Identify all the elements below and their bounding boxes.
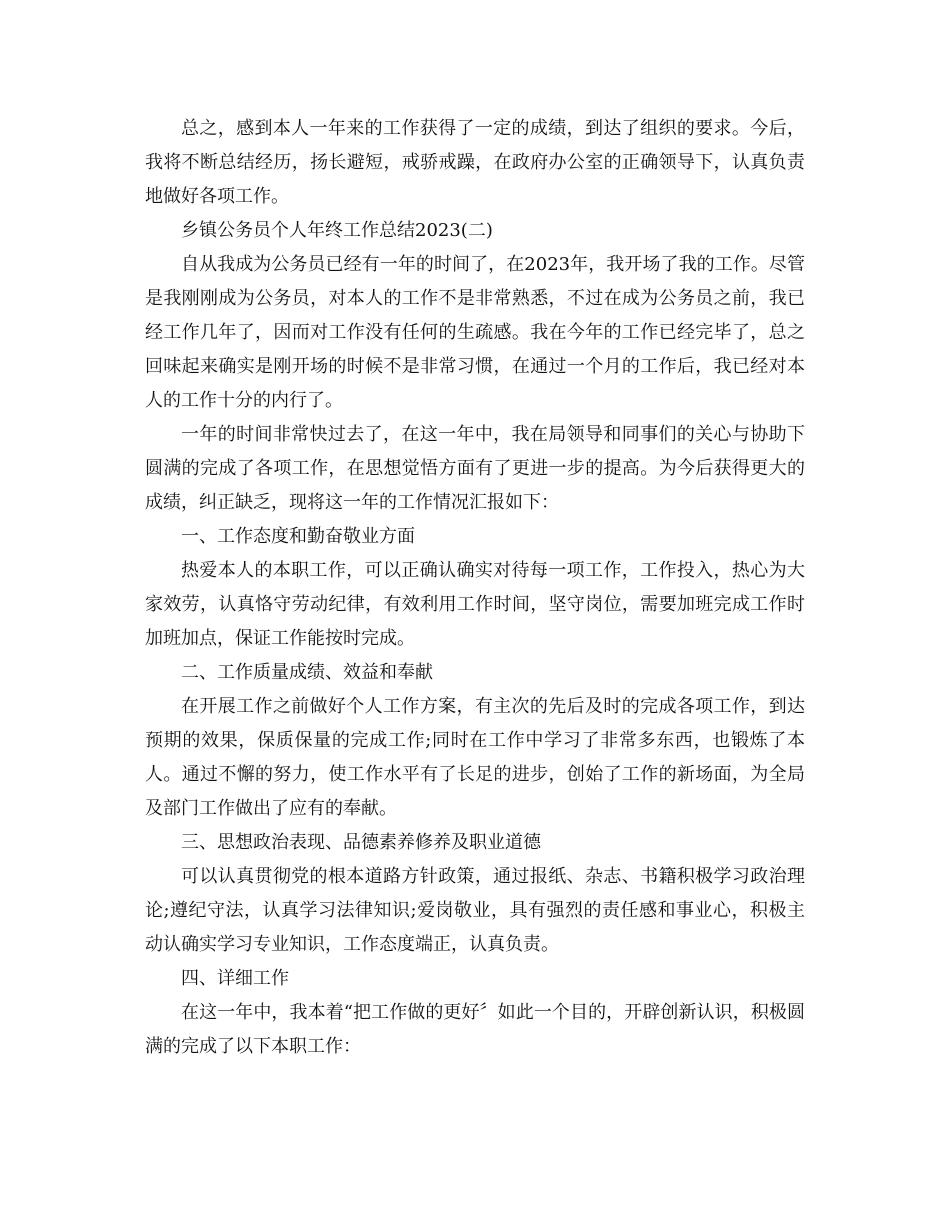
heading-detailed-work: 四、详细工作 (181, 968, 289, 989)
paragraph-intro: 自从我成为公务员已经有一年的时间了，在2023年，我开场了我的工作。尽管是我刚刚成为公务员，对本人的工作不是非常熟悉，不过在成为公务员之前，我已经工作几年了，因而对工作没有任何的生疏感。我在今年的工作已经完毕了，总之回味起来确实是刚开场的时候不是非常习惯，在通过一个月的工作后，我已经对本人的工作十分的内行了。 (145, 254, 805, 411)
heading-quality: 二、工作质量成绩、效益和奉献 (181, 662, 433, 683)
paragraph-attitude: 热爱本人的本职工作，可以正确认确实对待每一项工作，工作投入，热心为大家效劳，认真恪守劳动纪律，有效利用工作时间，坚守岗位，需要加班完成工作时加班加点，保证工作能按时完成。 (145, 560, 805, 649)
paragraph-detailed-work: 在这一年中，我本着“把工作做的更好〞如此一个目的，开辟创新认识，积极圆满的完成了以下本职工作： (145, 1002, 805, 1057)
document-body (145, 112, 805, 1064)
paragraph-overview: 一年的时间非常快过去了，在这一年中，我在局领导和同事们的关心与协助下圆满的完成了各项工作，在思想觉悟方面有了更进一步的提高。为今后获得更大的成绩，纠正缺乏，现将这一年的工作情况汇报如下： (145, 424, 805, 513)
section-title: 乡镇公务员个人年终工作总结2023(二) (181, 220, 493, 241)
paragraph-summary: 总之，感到本人一年来的工作获得了一定的成绩，到达了组织的要求。今后，我将不断总结经历，扬长避短，戒骄戒躁，在政府办公室的正确领导下，认真负责地做好各项工作。 (145, 118, 805, 207)
heading-ethics: 三、思想政治表现、品德素养修养及职业道德 (181, 832, 541, 853)
heading-attitude: 一、工作态度和勤奋敬业方面 (181, 526, 415, 547)
paragraph-quality: 在开展工作之前做好个人工作方案，有主次的先后及时的完成各项工作，到达预期的效果，保质保量的完成工作;同时在工作中学习了非常多东西，也锻炼了本人。通过不懈的努力，使工作水平有了长足的进步，创始了工作的新场面，为全局及部门工作做出了应有的奉献。 (145, 696, 805, 819)
paragraph-ethics: 可以认真贯彻党的根本道路方针政策，通过报纸、杂志、书籍积极学习政治理论;遵纪守法，认真学习法律知识;爱岗敬业，具有强烈的责任感和事业心，积极主动认确实学习专业知识，工作态度端正，认真负责。 (145, 866, 805, 955)
